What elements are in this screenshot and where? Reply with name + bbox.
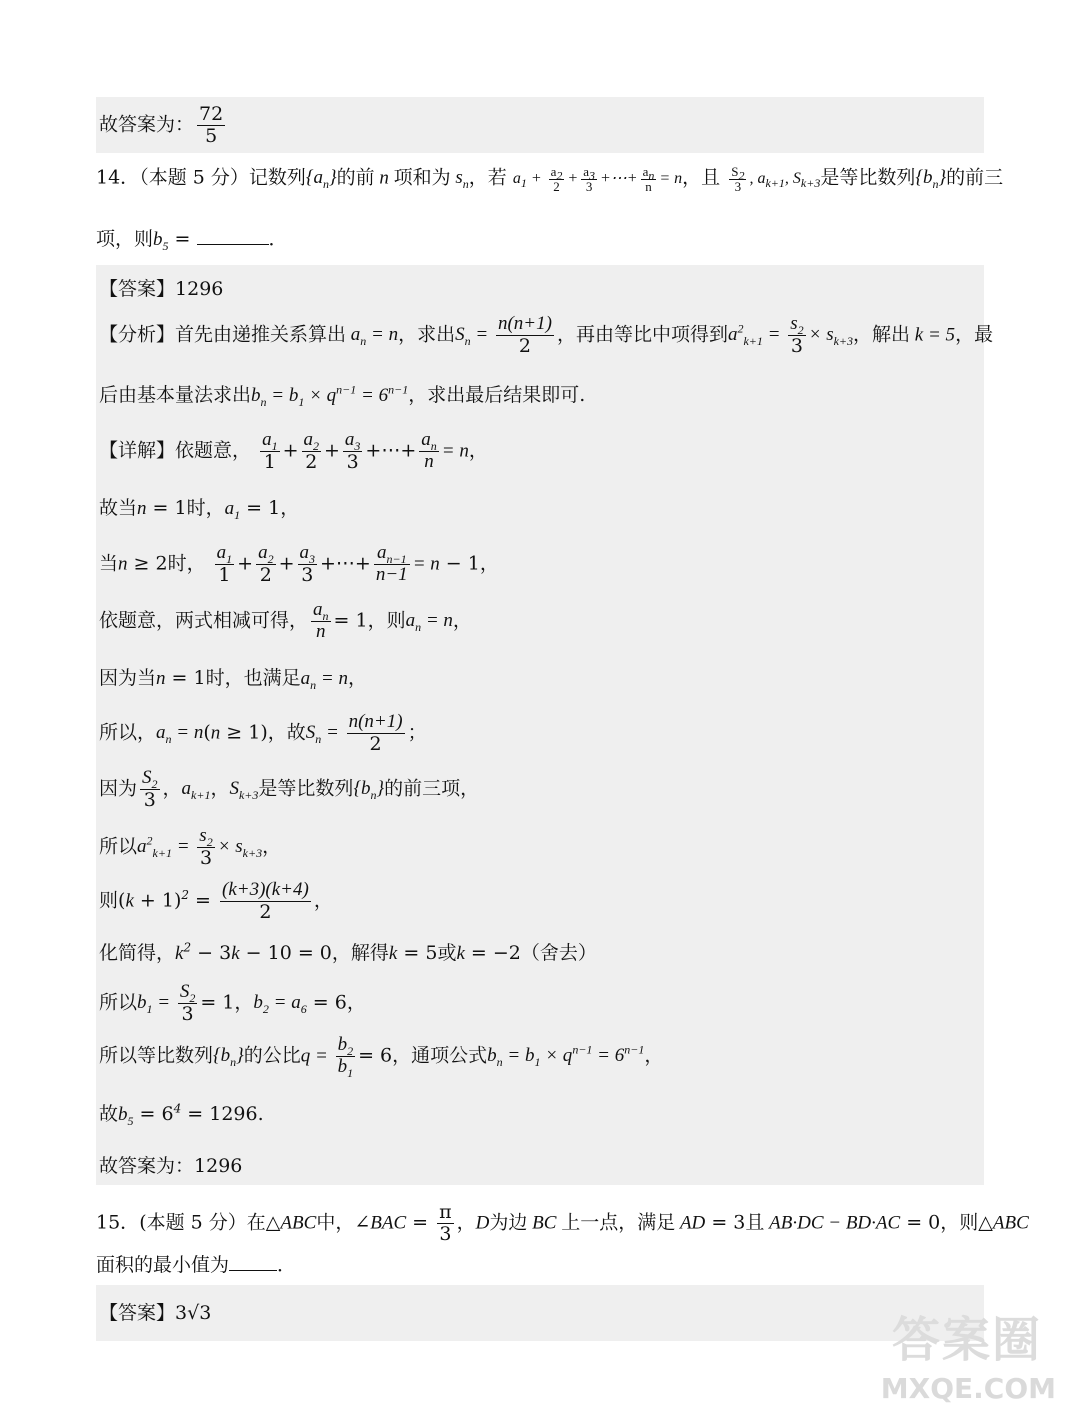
answer-blank bbox=[229, 1269, 277, 1271]
answer-blank bbox=[197, 243, 269, 245]
analysis-14-line-2: 后由基本量法求出$b_n = b_1 \times q^{n-1} = 6^{n-1}$，求出最后结果即可. bbox=[99, 382, 586, 409]
detail-line-3: 当n ≥ 2时， $\frac{a_1}{1}$ + $\frac{a_2}{2}$ + $\frac{a_3}{3}$ +⋯+ $\frac{a_{n-1}}{n-1}$ = n − 1， bbox=[99, 542, 499, 586]
answer-14: 【答案】1296 bbox=[99, 278, 224, 300]
answer-block-15 bbox=[96, 1285, 984, 1341]
watermark-logo-text: 答案圈 bbox=[891, 1312, 1042, 1368]
detail-line-6: 所以，$a_n = n(n \ge 1)$，故$S_n$ = $\frac{n(n+1)}{2}$ ； bbox=[99, 711, 427, 755]
detail-line-1: 【详解】依题意， $\frac{a_1}{1}$ + $\frac{a_2}{2}$ + $\frac{a_3}{3}$ +⋯+ $\frac{a_n}{n}$ = n， bbox=[99, 429, 488, 473]
detail-line-4: 依题意，两式相减可得， $\frac{a_n}{n}$ = 1，则$a_n = n$， bbox=[99, 599, 472, 642]
detail-line-14: 故答案为：1296 bbox=[99, 1155, 243, 1177]
prev-final-answer: 故答案为： $\frac{72}{5}$ bbox=[99, 103, 224, 147]
watermark-domain: MXQE.COM bbox=[880, 1372, 1056, 1405]
analysis-14-line-1: 【分析】首先由递推关系算出 $a_n = n$，求出$S_n$ = $\frac{n(n+1)}{2}$ ，再由等比中项得到$a^2_{k+1}$ = $\frac{s_2}{3}$ × $s_{k+3}$，解出 k = 5，最 bbox=[99, 313, 994, 357]
detail-line-5: 因为当n = 1时，也满足$a_n = n$， bbox=[99, 667, 367, 692]
answer-15: 【答案】3√3 bbox=[99, 1302, 212, 1324]
detail-line-11: 所以$b_1$ = $\frac{S_2}{3}$ = 1，$b_2 = a_6 = 6$， bbox=[99, 981, 366, 1025]
detail-line-8: 所以$a^2_{k+1}$ = $\frac{s_2}{3}$ × $s_{k+3}$， bbox=[99, 825, 282, 869]
question-15-line-1: 15．(本题 5 分）在△ABC中，∠BAC = $\frac{\pi}{3}$ ，D为边 BC 上一点，满足 AD = 3且 AB·DC − BD·AC = 0，则△ABC bbox=[96, 1201, 1029, 1245]
site-watermark bbox=[880, 1301, 1056, 1405]
detail-line-13: 故$b_5 = 6^4 = 1296$. bbox=[99, 1101, 264, 1128]
detail-line-7: 因为 $\frac{S_2}{3}$ ，$a_{k+1}$，$S_{k+3}$是等比数列$\{b_n\}$的前三项， bbox=[99, 767, 480, 811]
question-15-line-2: 面积的最小值为 ． bbox=[96, 1254, 297, 1276]
prev-answer-block bbox=[96, 97, 984, 153]
detail-line-9: 则$(k + 1)^2$ = $\frac{(k+3)(k+4)}{2}$ ， bbox=[99, 879, 333, 923]
detail-line-10: 化简得，$k^2 - 3k - 10 = 0$，解得k = 5或k = −2（舍去） bbox=[99, 940, 597, 964]
detail-line-12: 所以等比数列$\{b_n\}$的公比q = $\frac{b_2}{b_1}$ = 6，通项公式$b_n = b_1 \times q^{n-1} = 6^{n-1}$， bbox=[99, 1034, 664, 1080]
question-14-line-2: 项，则$b_5$ = ． bbox=[96, 228, 288, 253]
question-14-line-1: 14．（本题 5 分）记数列$\{a_n\}$的前 n 项和为 $s_n$，若 $a_1$ + $\frac{a_2}{2}$ + $\frac{a_3}{3}$ +⋯+ $\frac{a_n}{n}$ = n，且 $\frac{S_2}{3}$ , $a_{k+1}$, $S_{k+3}$是等比数列$\{b_n\}$的前三 bbox=[96, 164, 1004, 195]
detail-line-2: 故当n = 1时，$a_1 = 1$， bbox=[99, 497, 300, 522]
